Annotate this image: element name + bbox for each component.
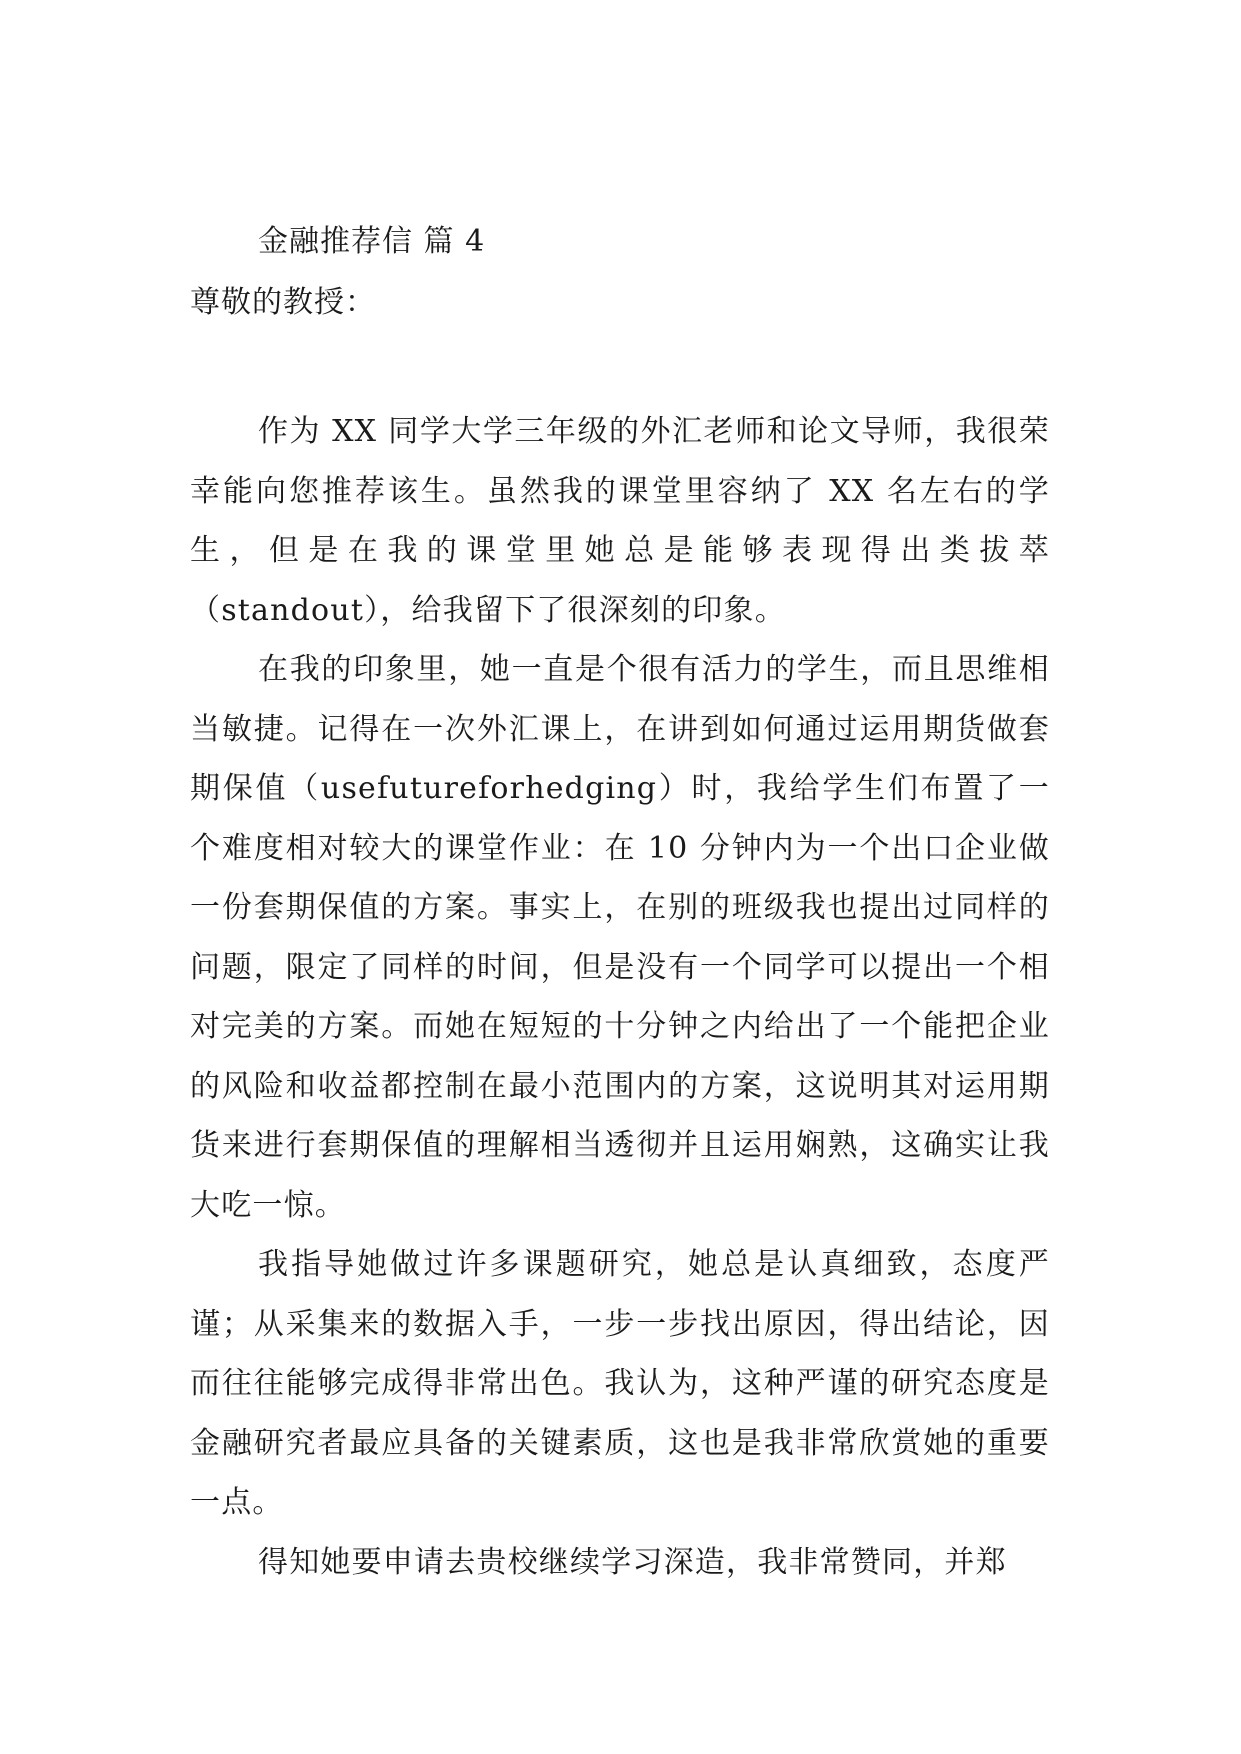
paragraph: 我指导她做过许多课题研究，她总是认真细致，态度严谨；从采集来的数据入手，一步一步找出原因，得出结论，因而往往能够完成得非常出色。我认为，这种严谨的研究态度是金融研究者最应具备的关键素质，这也是我非常欣赏她的重要一点。 bbox=[190, 1247, 1050, 1520]
letter-body bbox=[190, 402, 1050, 1592]
paragraph: 得知她要申请去贵校继续学习深造，我非常赞同，并郑 bbox=[258, 1544, 1007, 1580]
salutation: 尊敬的教授： bbox=[190, 285, 376, 320]
paragraph: 在我的印象里，她一直是个很有活力的学生，而且思维相当敏捷。记得在一次外汇课上，在讲到如何通过运用期货做套期保值（usefutureforhedging）时，我给学生们布置了一个难度相对较大的课堂作业：在 10 分钟内为一个出口企业做一份套期保值的方案。事实上，在别的班级我也提出过同样的问题，限定了同样的时间，但是没有一个同学可以提出一个相对完美的方案。而她在短短的十分钟之内给出了一个能把企业的风险和收益都控制在最小范围内的方案，这说明其对运用期货来进行套期保值的理解相当透彻并且运用娴熟，这确实让我大吃一惊。 bbox=[190, 652, 1050, 1223]
document-title: 金融推荐信 篇 4 bbox=[258, 224, 486, 259]
paragraph: 作为 XX 同学大学三年级的外汇老师和论文导师，我很荣幸能向您推荐该生。虽然我的课堂里容纳了 XX 名左右的学生，但是在我的课堂里她总是能够表现得出类拔萃（standout），给我留下了很深刻的印象。 bbox=[190, 414, 1050, 628]
